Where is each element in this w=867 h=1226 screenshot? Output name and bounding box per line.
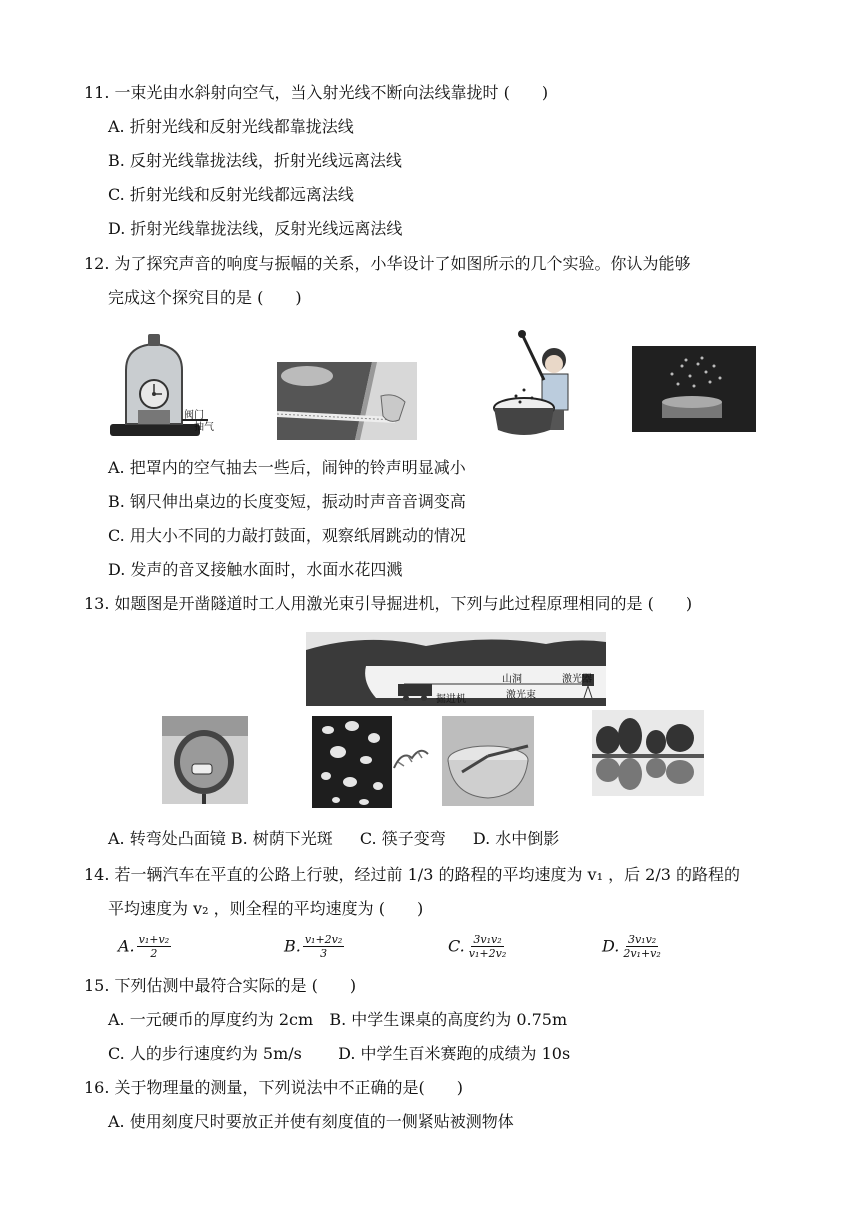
q13-option-a: A. 转弯处凸面镜 bbox=[108, 829, 226, 848]
q15-option-d: D. 中学生百米赛跑的成绩为 10s bbox=[338, 1044, 571, 1063]
q11-option-b: B. 反射光线靠拢法线，折射光线远离法线 bbox=[108, 151, 402, 170]
q14-option-d: D. $\frac{\text{3v₁v₂}}{\text{2v₁+v₂}}$ bbox=[602, 933, 661, 960]
q13-option-d: D. 水中倒影 bbox=[472, 829, 560, 848]
laser-device-label: 激光器 bbox=[562, 674, 592, 685]
q15-options-row1 bbox=[108, 1009, 567, 1031]
tunnel-laser-figure bbox=[306, 632, 606, 706]
q14-option-c: C. $\frac{\text{3v₁v₂}}{\text{v₁+2v₂}}$ bbox=[448, 933, 507, 960]
q14-b-denominator: 3 bbox=[320, 947, 328, 960]
q15-option-b: B. 中学生课桌的高度约为 0.75m bbox=[329, 1010, 568, 1029]
q14-c-denominator: v₁+2v₂ bbox=[468, 947, 507, 960]
valve-label: 阀门 bbox=[184, 410, 204, 421]
q16-stem: 16. 关于物理量的测量，下列说法中不正确的是( ) bbox=[84, 1078, 464, 1097]
leaf-sketch bbox=[392, 744, 430, 774]
q14-d-numerator: 3v₁v₂ bbox=[627, 933, 657, 946]
q13-stem: 13. 如题图是开凿隧道时工人用激光束引导掘进机，下列与此过程原理相同的是 ( ) bbox=[84, 594, 693, 613]
q11-stem: 11. 一束光由水斜射向空气，当入射光线不断向法线靠拢时 ( ) bbox=[84, 83, 549, 102]
q15-stem: 15. 下列估测中最符合实际的是 ( ) bbox=[84, 976, 357, 995]
bell-jar-figure bbox=[108, 332, 228, 442]
q14-b-numerator: v₁+2v₂ bbox=[304, 933, 343, 946]
q14-option-b: B. $\frac{\text{v₁+2v₂}}{3}$ bbox=[284, 933, 343, 960]
q14-a-numerator: v₁+v₂ bbox=[138, 933, 170, 946]
q13-options-row bbox=[108, 828, 559, 850]
q11-option-a: A. 折射光线和反射光线都靠拢法线 bbox=[108, 117, 354, 136]
q14-stem-line2: 平均速度为 v₂ ，则全程的平均速度为 ( ) bbox=[108, 899, 424, 918]
q15-options-row2 bbox=[108, 1043, 570, 1065]
q14-stem-line1: 14. 若一辆汽车在平直的公路上行驶，经过前 1/3 的路程的平均速度为 v₁ ，后 2/3 的路程的 bbox=[84, 865, 741, 884]
q15-option-c: C. 人的步行速度约为 5m/s bbox=[108, 1044, 302, 1063]
q12-option-a: A. 把罩内的空气抽去一些后，闹钟的铃声明显减小 bbox=[108, 458, 466, 477]
laser-beam-label: 激光束 bbox=[506, 690, 536, 701]
q11-option-d: D. 折射光线靠拢法线，反射光线远离法线 bbox=[108, 219, 403, 238]
boring-machine-label: 掘进机 bbox=[436, 694, 466, 705]
q15-option-a: A. 一元硬币的厚度约为 2cm bbox=[108, 1010, 314, 1029]
q14-d-denominator: 2v₁+v₂ bbox=[623, 947, 661, 960]
tree-shade-photo bbox=[312, 716, 392, 808]
q12-option-c: C. 用大小不同的力敲打鼓面，观察纸屑跳动的情况 bbox=[108, 526, 466, 545]
q14-c-numerator: 3v₁v₂ bbox=[473, 933, 502, 946]
q12-stem-line1: 12. 为了探究声音的响度与振幅的关系，小华设计了如图所示的几个实验。你认为能够 bbox=[84, 254, 691, 273]
water-reflection-photo bbox=[592, 710, 704, 796]
q14-option-a: A. $\frac{\text{v₁+v₂}}{2}$ bbox=[118, 933, 170, 960]
tunnel-label: 山洞 bbox=[502, 674, 522, 685]
tuning-fork-water-figure bbox=[632, 346, 756, 432]
q12-stem-line2: 完成这个探究目的是 ( ) bbox=[108, 288, 302, 307]
q12-option-d: D. 发声的音叉接触水面时，水面水花四溅 bbox=[108, 560, 403, 579]
steel-ruler-figure bbox=[277, 362, 417, 440]
pump-label: 抽气 bbox=[194, 422, 214, 433]
q14-a-denominator: 2 bbox=[150, 947, 158, 960]
q13-option-b: B. 树荫下光斑 bbox=[230, 829, 333, 848]
q16-option-a: A. 使用刻度尺时要放正并使有刻度值的一侧紧贴被测物体 bbox=[108, 1112, 514, 1131]
convex-mirror-photo bbox=[162, 716, 248, 804]
q11-option-c: C. 折射光线和反射光线都远离法线 bbox=[108, 185, 354, 204]
chopsticks-bowl-photo bbox=[442, 716, 534, 806]
q13-option-c: C. 筷子变弯 bbox=[359, 829, 446, 848]
drum-figure bbox=[492, 330, 582, 440]
q12-option-b: B. 钢尺伸出桌边的长度变短，振动时声音音调变高 bbox=[108, 492, 466, 511]
